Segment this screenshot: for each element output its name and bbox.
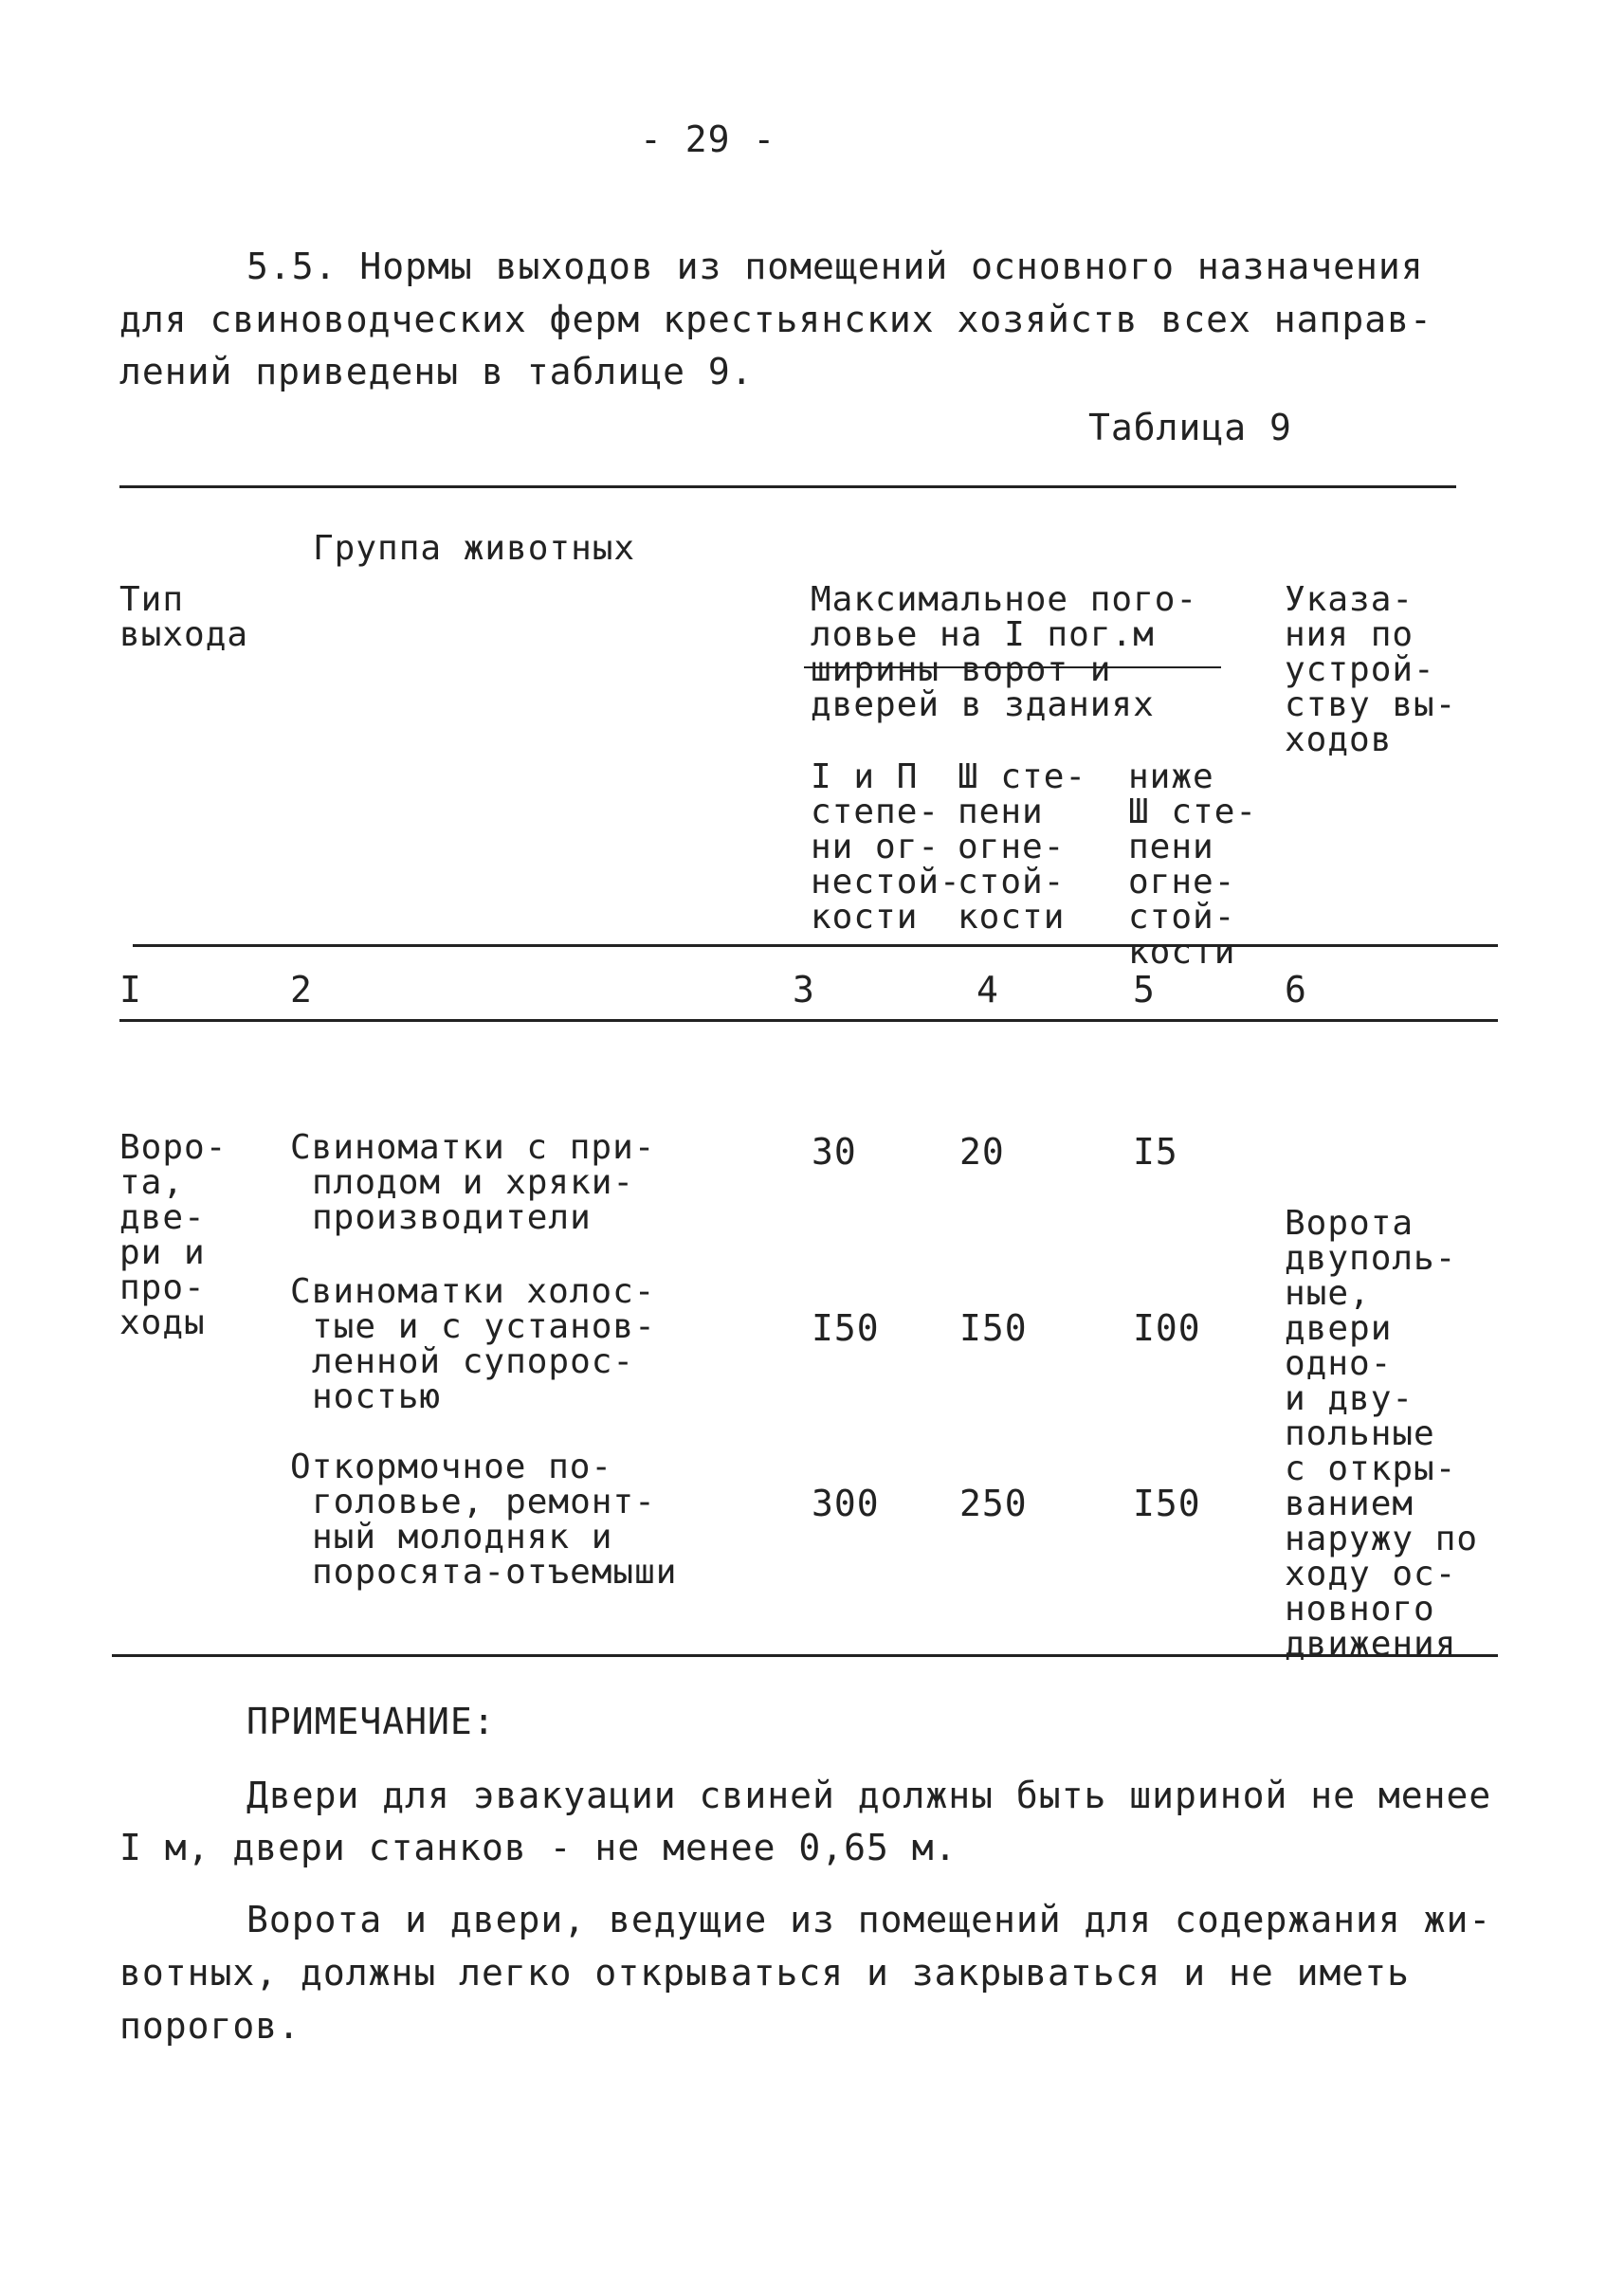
column-number-6: 6 bbox=[1285, 969, 1307, 1011]
column-number-1: I bbox=[119, 969, 142, 1011]
note-paragraph-1-line-1: Двери для эвакуации свиней должны быть шириной не менее bbox=[246, 1775, 1492, 1816]
note-title: ПРИМЕЧАНИЕ: bbox=[246, 1701, 496, 1742]
row-2-value-3: I00 bbox=[1133, 1307, 1201, 1349]
intro-line-3: лений приведены в таблице 9. bbox=[119, 351, 754, 392]
table-top-rule bbox=[119, 485, 1456, 488]
table-caption: Таблица 9 bbox=[1088, 407, 1292, 448]
note-paragraph-2-line-3: порогов. bbox=[119, 2005, 301, 2047]
row-1-value-3: I5 bbox=[1133, 1131, 1178, 1173]
column-number-3: 3 bbox=[793, 969, 815, 1011]
intro-line-1: 5.5. Нормы выходов из помещений основного назначения bbox=[246, 246, 1424, 287]
header-bottom-rule bbox=[133, 944, 1498, 947]
note-paragraph-1-line-2: I м, двери станков - не менее 0,65 м. bbox=[119, 1827, 958, 1868]
header-sub-col-2: Ш сте- пени огне- стой- кости bbox=[958, 757, 1087, 937]
row-2-group: Свиноматки холос- тые и с установ- ленной супорос- ностью bbox=[290, 1272, 656, 1416]
row-1-value-1: 30 bbox=[812, 1131, 857, 1173]
column-numbers-rule bbox=[119, 1019, 1498, 1022]
row-3-value-1: 300 bbox=[812, 1483, 880, 1524]
header-max-livestock: Максимальное пого- ловье на I пог.м ширины ворот и дверей в зданиях bbox=[811, 580, 1198, 724]
row-3-group: Откормочное по- головье, ремонт- ный молодняк и поросята-отъемыши bbox=[290, 1448, 678, 1592]
header-animal-group: Группа животных bbox=[313, 529, 636, 568]
cell-exit-type: Воро- та, две- ри и про- ходы bbox=[119, 1128, 228, 1342]
intro-line-2: для свиноводческих ферм крестьянских хозяйств всех направ- bbox=[119, 299, 1432, 340]
page-number: - 29 - bbox=[640, 118, 776, 160]
table-bottom-rule bbox=[112, 1654, 1498, 1657]
cell-instructions: Ворота двуполь- ные, двери одно- и дву- польные с откры- ванием наружу по ходу ос- новного движения bbox=[1285, 1204, 1479, 1664]
note-paragraph-2-line-1: Ворота и двери, ведущие из помещений для содержания жи- bbox=[246, 1899, 1492, 1940]
row-1-value-2: 20 bbox=[959, 1131, 1005, 1173]
header-sub-rule bbox=[804, 666, 1221, 668]
note-paragraph-2-line-2: вотных, должны легко открываться и закрываться и не иметь bbox=[119, 1952, 1411, 1994]
row-2-value-2: I50 bbox=[959, 1307, 1028, 1349]
header-instructions: Указа- ния по устрой- ству вы- ходов bbox=[1285, 580, 1457, 759]
column-number-2: 2 bbox=[290, 969, 313, 1011]
header-exit-type: Тип выхода bbox=[119, 580, 249, 654]
column-number-5: 5 bbox=[1133, 969, 1156, 1011]
row-1-group: Свиноматки с при- плодом и хряки- производители bbox=[290, 1128, 656, 1237]
row-3-value-3: I50 bbox=[1133, 1483, 1201, 1524]
row-2-value-1: I50 bbox=[812, 1307, 880, 1349]
header-sub-col-1: I и П степе- ни ог- нестой- кости bbox=[811, 757, 961, 937]
header-sub-col-3: ниже Ш сте- пени огне- стой- кости bbox=[1128, 757, 1258, 972]
column-number-4: 4 bbox=[976, 969, 999, 1011]
row-3-value-2: 250 bbox=[959, 1483, 1028, 1524]
